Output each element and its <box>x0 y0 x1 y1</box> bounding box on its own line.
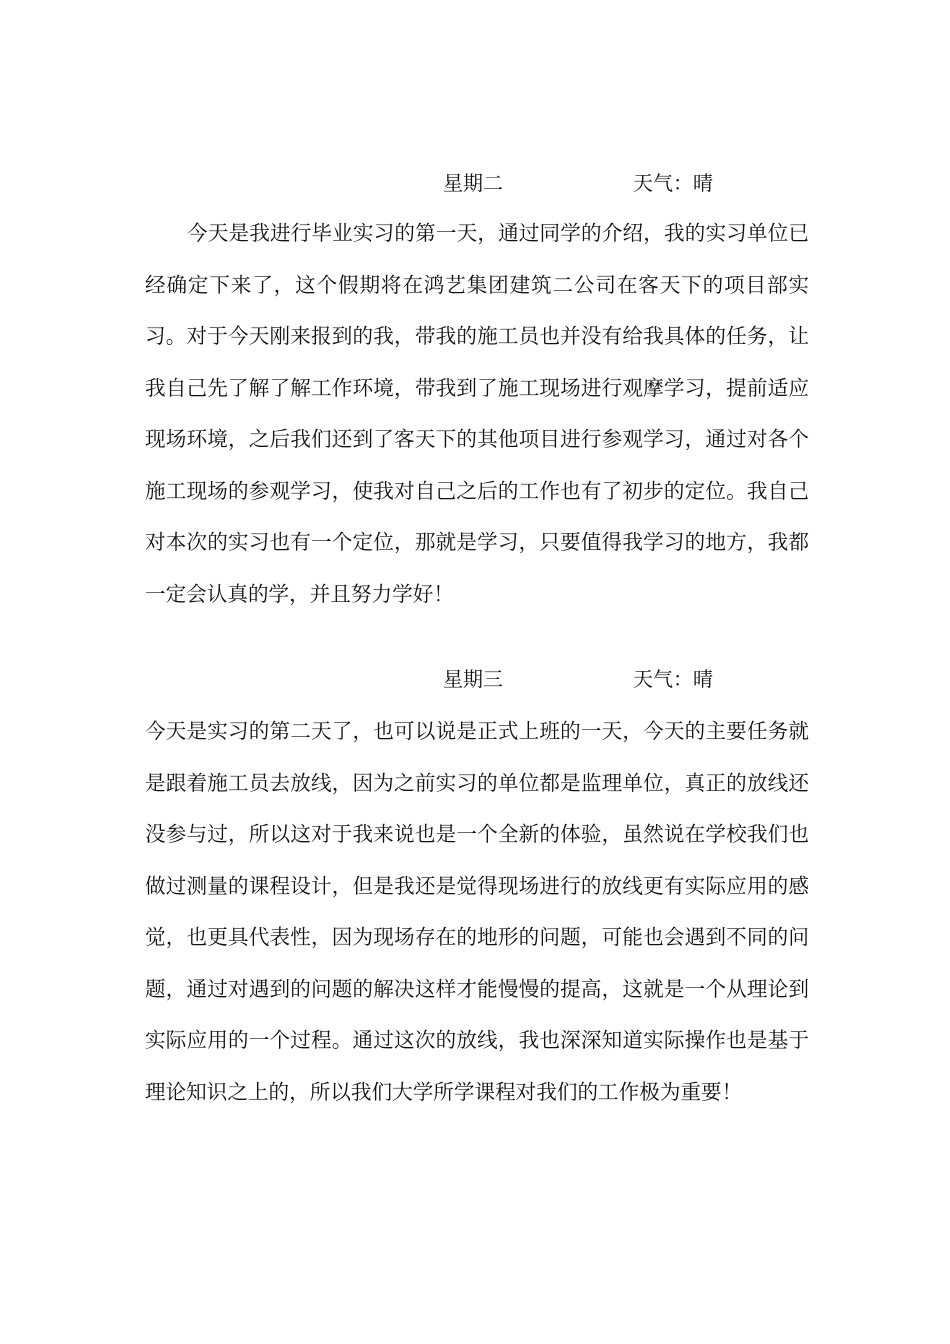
weekday-label: 星期二 <box>443 171 503 195</box>
weekday-label: 星期三 <box>443 667 503 691</box>
diary-entry-body: 今天是实习的第二天了，也可以说是正式上班的一天，今天的主要任务就是跟着施工员去放线，因为之前实习的单位都是监理单位，真正的放线还没参与过，所以这对于我来说也是一个全新的体验，虽然说在学校我们也做过测量的课程设计，但是我还是觉得现场进行的放线更有实际应用的感觉，也更具代表性，因为现场存在的地形的问题，可能也会遇到不同的问题，通过对遇到的问题的解决这样才能慢慢的提高，这就是一个从理论到实际应用的一个过程。通过这次的放线，我也深深知道实际操作也是基于理论知识之上的，所以我们大学所学课程对我们的工作极为重要！ <box>145 719 809 1104</box>
diary-entry-header <box>443 168 713 198</box>
diary-entry-header <box>443 664 713 694</box>
diary-entry-body: 今天是我进行毕业实习的第一天，通过同学的介绍，我的实习单位已经确定下来了，这个假期将在鸿艺集团建筑二公司在客天下的项目部实习。对于今天刚来报到的我，带我的施工员也并没有给我具体的任务，让我自己先了解了解工作环境，带我到了施工现场进行观摩学习，提前适应现场环境，之后我们还到了客天下的其他项目进行参观学习，通过对各个施工现场的参观学习，使我对自己之后的工作也有了初步的定位。我自己对本次的实习也有一个定位，那就是学习，只要值得我学习的地方，我都一定会认真的学，并且努力学好！ <box>145 221 809 606</box>
weather-label: 天气：晴 <box>633 667 713 691</box>
weather-label: 天气：晴 <box>633 171 713 195</box>
